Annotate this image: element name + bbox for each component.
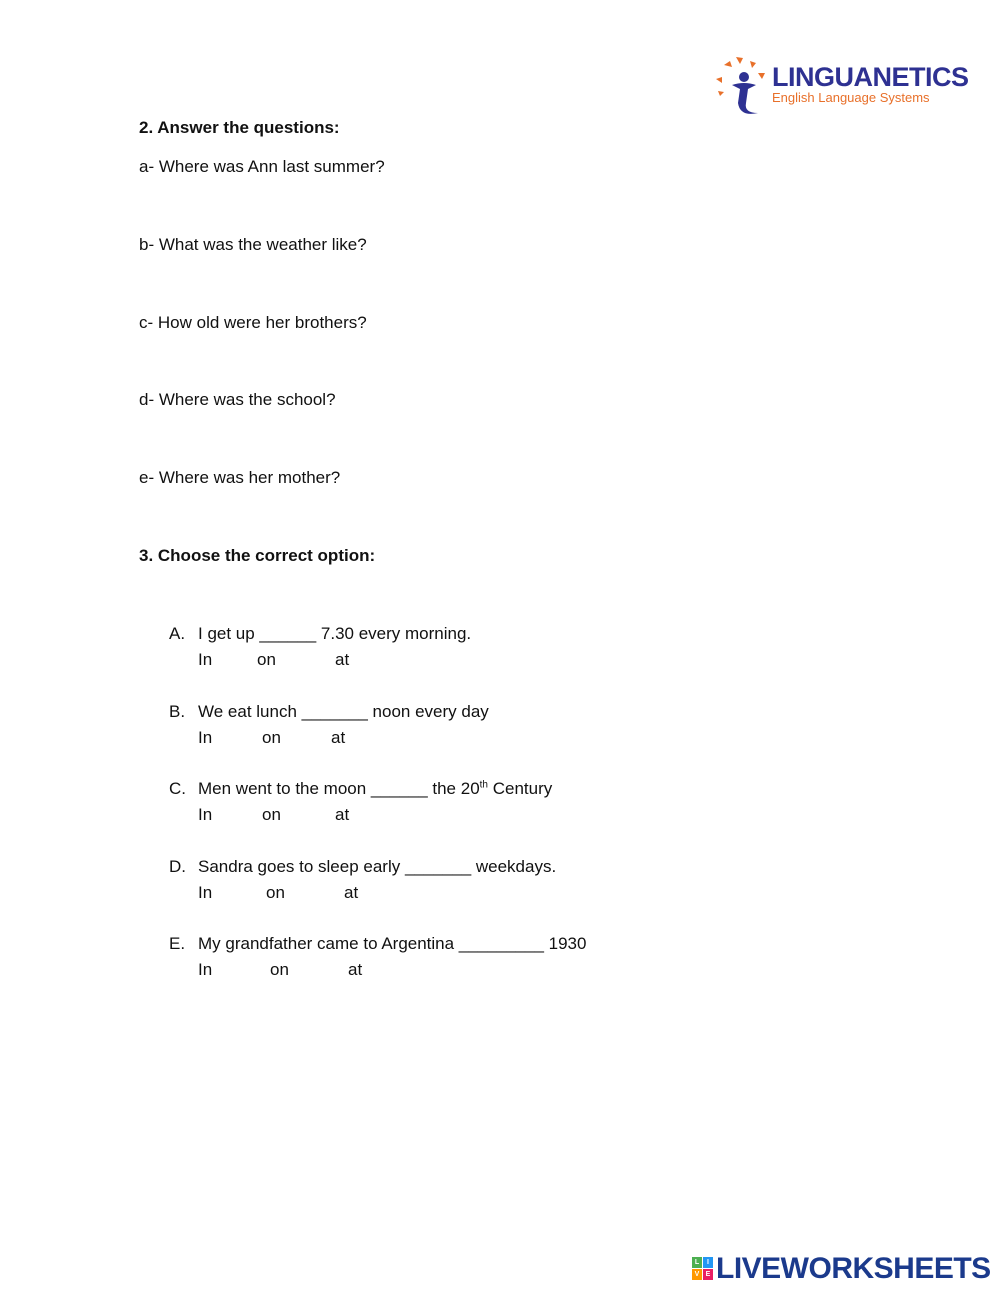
item-letter: D.	[169, 857, 186, 876]
option-in[interactable]: In	[198, 805, 213, 824]
sentence-text-before: Men went to the moon ______ the 20	[198, 779, 480, 798]
item-letter: C.	[169, 779, 186, 798]
question-c: c- How old were her brothers?	[139, 313, 367, 332]
item-letter: E.	[169, 934, 186, 953]
sentence-text-after: Century	[488, 779, 553, 798]
badge-letter: V	[692, 1269, 702, 1280]
badge-letter: E	[703, 1269, 713, 1280]
option-at[interactable]: at	[348, 960, 363, 979]
badge-letter: L	[692, 1257, 702, 1268]
section3-heading: 3. Choose the correct option:	[139, 546, 376, 565]
linguanetics-emblem-icon	[714, 55, 770, 117]
footer-brand: LIVEWORKSHEETS	[716, 1252, 991, 1285]
option-on[interactable]: on	[257, 650, 276, 669]
question-b: b- What was the weather like?	[139, 235, 367, 254]
option-in[interactable]: In	[198, 960, 213, 979]
item-sentence: My grandfather came to Argentina _________ 1930	[198, 934, 587, 953]
question-e: e- Where was her mother?	[139, 468, 341, 487]
option-at[interactable]: at	[335, 805, 350, 824]
option-on[interactable]: on	[266, 883, 285, 902]
option-on[interactable]: on	[262, 805, 281, 824]
ordinal-suffix: th	[479, 779, 488, 791]
option-in[interactable]: In	[198, 728, 213, 747]
linguanetics-logo	[714, 55, 969, 117]
option-on[interactable]: on	[270, 960, 289, 979]
item-sentence: We eat lunch _______ noon every day	[198, 702, 489, 721]
item-sentence: Sandra goes to sleep early _______ weekdays.	[198, 857, 557, 876]
option-in[interactable]: In	[198, 883, 213, 902]
item-sentence: I get up ______ 7.30 every morning.	[198, 624, 472, 643]
option-in[interactable]: In	[198, 650, 213, 669]
live-badge-icon	[692, 1257, 714, 1281]
section2-heading: 2. Answer the questions:	[139, 118, 340, 137]
logo-name: LINGUANETICS	[772, 62, 969, 92]
option-at[interactable]: at	[331, 728, 346, 747]
option-on[interactable]: on	[262, 728, 281, 747]
badge-letter: I	[703, 1257, 713, 1268]
question-d: d- Where was the school?	[139, 390, 336, 409]
option-at[interactable]: at	[344, 883, 359, 902]
item-letter: B.	[169, 702, 186, 721]
item-sentence	[198, 779, 552, 799]
question-a: a- Where was Ann last summer?	[139, 157, 385, 176]
item-letter: A.	[169, 624, 186, 643]
option-at[interactable]: at	[335, 650, 350, 669]
liveworksheets-logo	[692, 1254, 992, 1284]
logo-tagline: English Language Systems	[772, 90, 930, 105]
